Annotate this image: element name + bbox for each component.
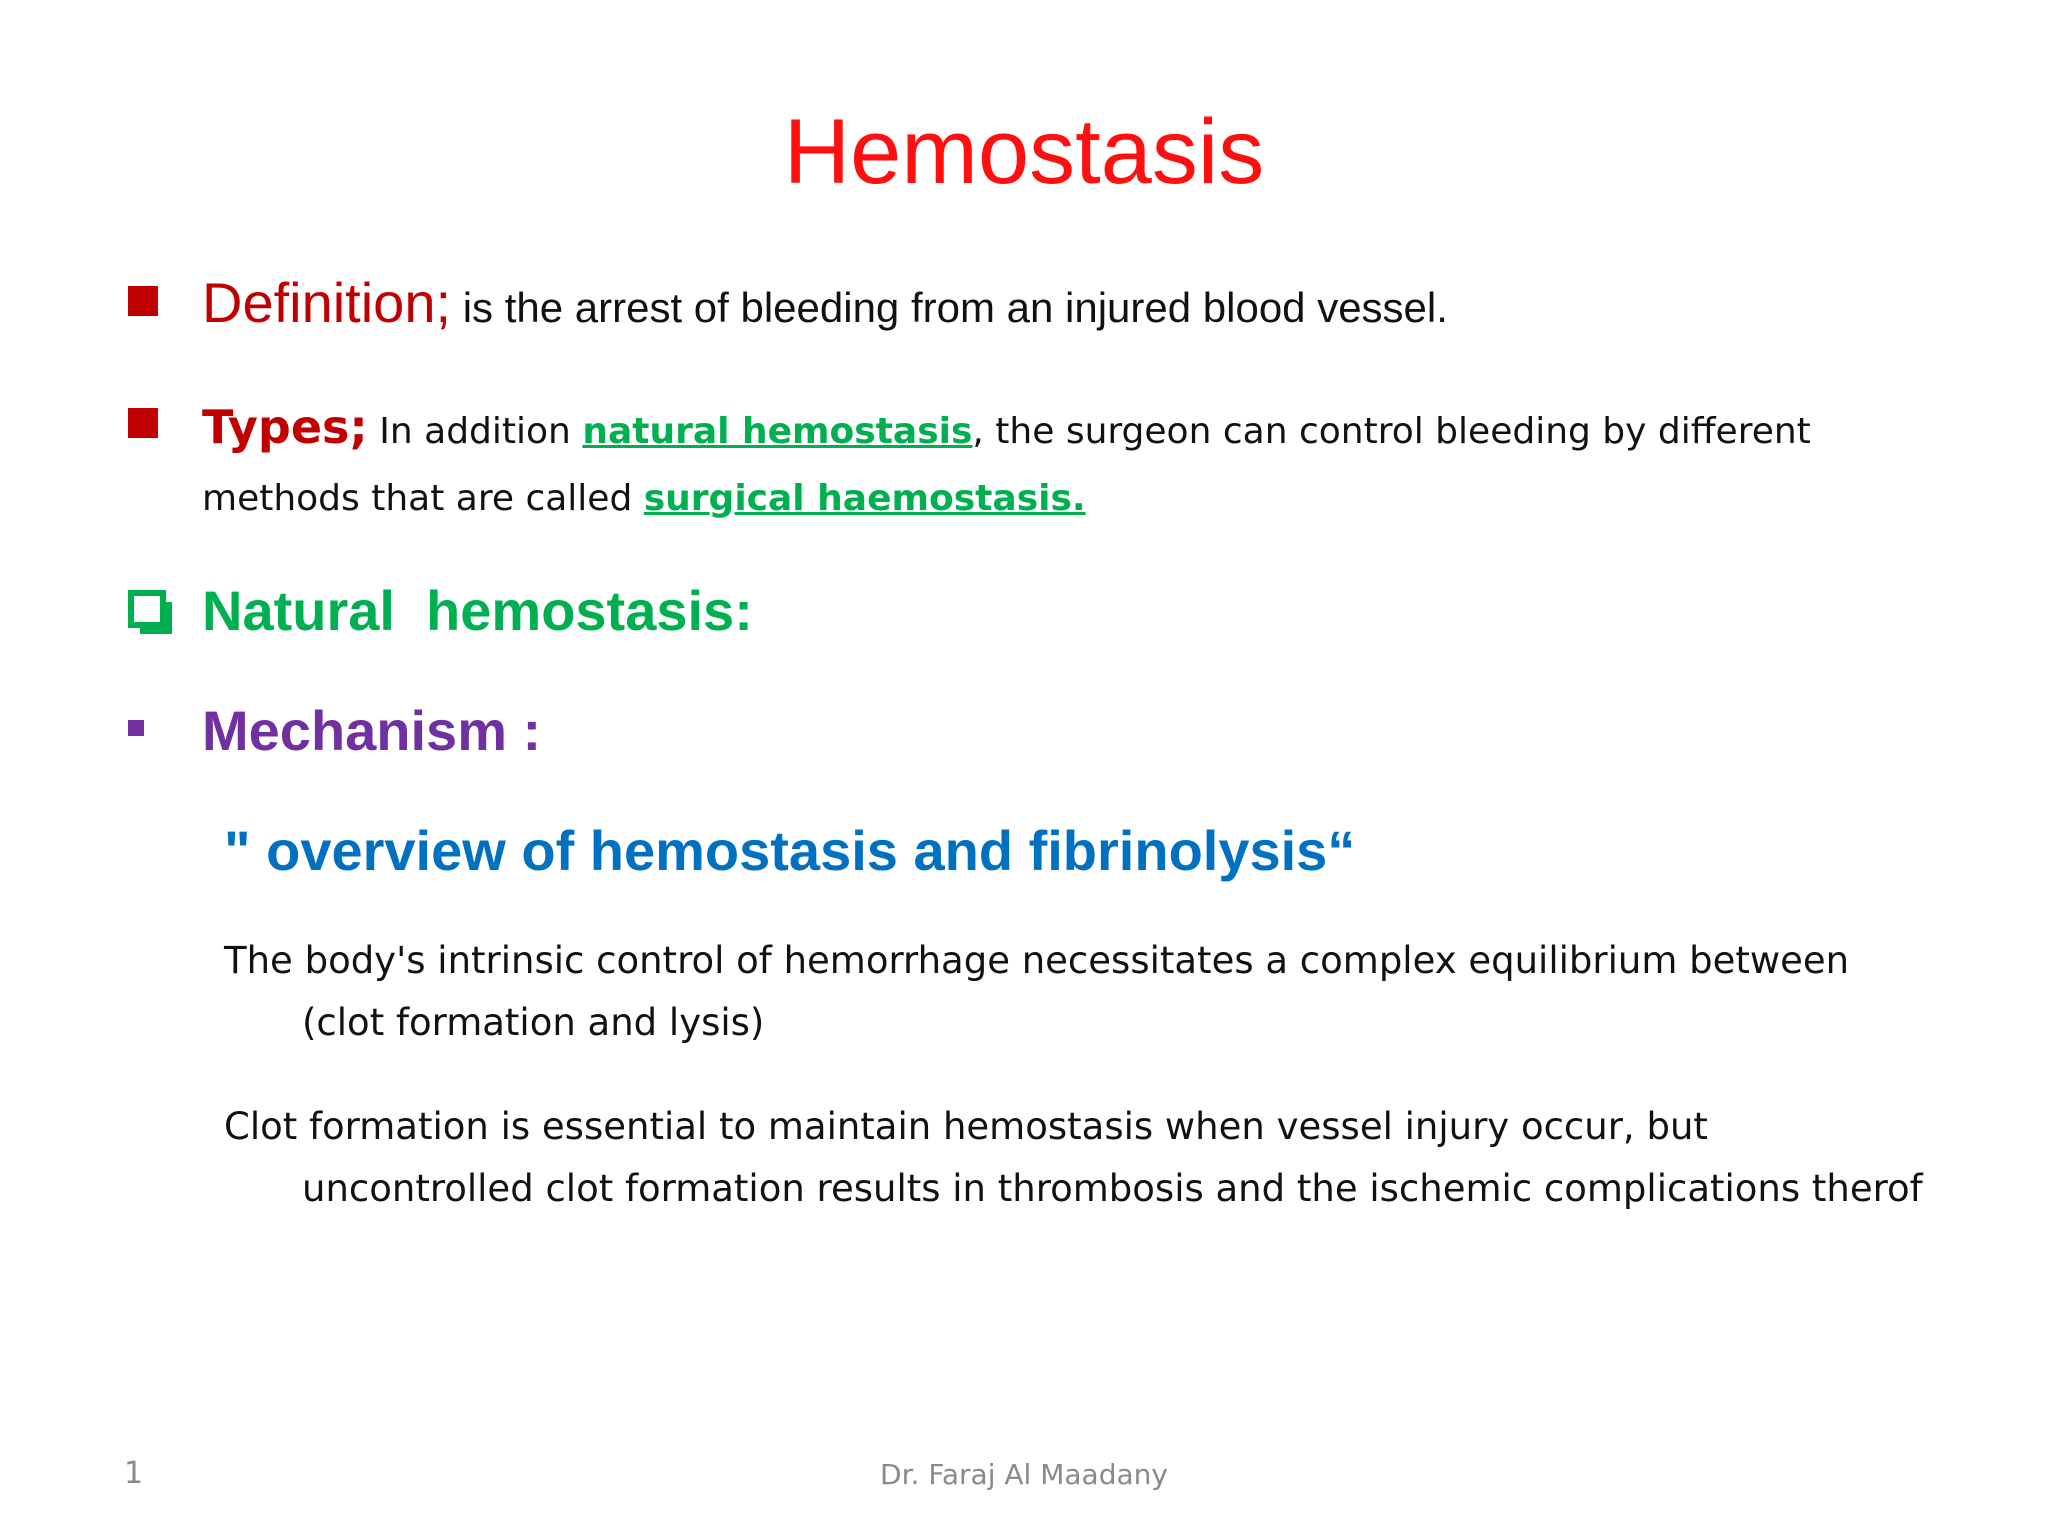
overview-subheading: " overview of hemostasis and fibrinolysis“ — [224, 819, 1356, 882]
definition-body: is the arrest of bleeding from an injured blood vessel. — [451, 284, 1448, 331]
types-body-2: , the surgeon can control bleeding by different methods that are called — [202, 411, 1811, 519]
paragraph-intrinsic-control — [224, 930, 1988, 1054]
square-bullet-icon — [128, 408, 158, 438]
types-label: Types; — [202, 400, 368, 454]
footer-author: Dr. Faraj Al Maadany — [880, 1458, 1168, 1491]
types-text — [202, 394, 1928, 532]
paragraph-clot-formation — [224, 1096, 1988, 1220]
paragraph-2-line-1: Clot formation is essential to maintain hemostasis when vessel injury occur, but — [224, 1105, 1708, 1148]
definition-text — [202, 270, 1928, 335]
types-body-1: In addition — [367, 411, 583, 452]
paragraph-2-line-2: uncontrolled clot formation results in thrombosis and the ischemic complications therof — [302, 1167, 1923, 1210]
checkbox-bullet-icon — [128, 590, 166, 628]
small-square-bullet-icon — [128, 720, 144, 736]
square-bullet-icon — [128, 286, 158, 316]
page-number: 1 — [124, 1456, 144, 1491]
paragraph-1-line-2: (clot formation and lysis) — [302, 1001, 765, 1044]
mechanism-heading: Mechanism : — [202, 699, 542, 762]
natural-hemostasis-link[interactable]: natural hemostasis — [582, 411, 973, 452]
surgical-haemostasis-link[interactable]: surgical haemostasis. — [643, 478, 1086, 519]
slide-title: Hemostasis — [783, 101, 1265, 203]
paragraph-1-line-1: The body's intrinsic control of hemorrhage necessitates a complex equilibrium between — [224, 939, 1850, 982]
definition-label: Definition; — [202, 271, 452, 334]
natural-hemostasis-heading: Natural hemostasis: — [202, 579, 753, 642]
